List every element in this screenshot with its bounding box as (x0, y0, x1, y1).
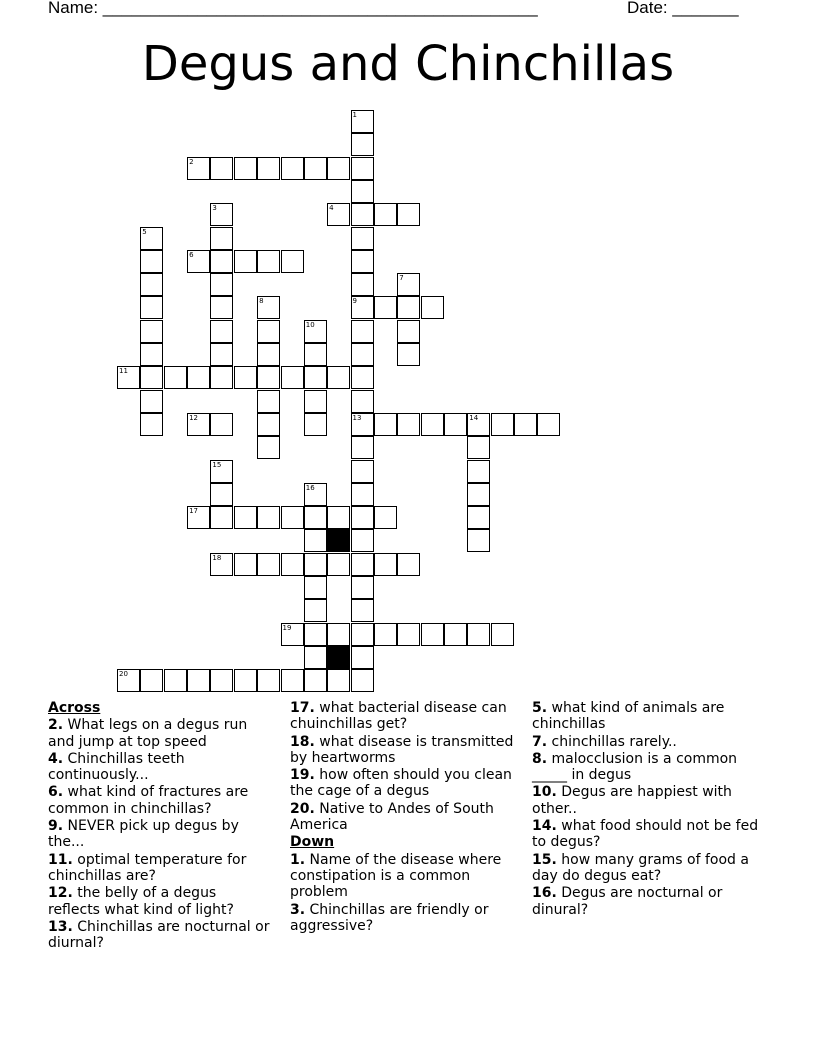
crossword-block (327, 646, 350, 669)
crossword-cell[interactable] (257, 366, 280, 389)
crossword-cell[interactable] (397, 296, 420, 319)
crossword-cell[interactable] (397, 413, 420, 436)
crossword-cell[interactable] (374, 506, 397, 529)
clue-text: Chinchillas are friendly or aggressive? (290, 901, 489, 934)
name-field-label: Name: ______________________________________________ (48, 0, 538, 17)
down-clue (532, 818, 768, 851)
crossword-cell[interactable] (304, 553, 327, 576)
crossword-cell[interactable] (351, 320, 374, 343)
crossword-cell[interactable] (327, 623, 350, 646)
crossword-cell[interactable] (140, 366, 163, 389)
clue-text: how many grams of food a day do degus eat? (532, 851, 749, 884)
crossword-cell[interactable] (351, 110, 374, 133)
crossword-cell[interactable] (374, 413, 397, 436)
crossword-cell[interactable] (327, 506, 350, 529)
crossword-cell[interactable] (304, 366, 327, 389)
crossword-cell[interactable] (257, 390, 280, 413)
crossword-cell[interactable] (351, 506, 374, 529)
crossword-cell[interactable] (304, 390, 327, 413)
clue-number: 17 (189, 507, 199, 516)
crossword-cell[interactable] (187, 669, 210, 692)
crossword-cell[interactable] (210, 227, 233, 250)
down-clue (290, 902, 520, 935)
crossword-cell[interactable] (234, 250, 257, 273)
crossword-cell[interactable] (140, 296, 163, 319)
clue-number: 3 (212, 204, 217, 213)
crossword-cell[interactable] (351, 343, 374, 366)
crossword-cell[interactable] (281, 669, 304, 692)
clue-text: Chinchillas teeth continuously... (48, 750, 185, 784)
crossword-cell[interactable] (421, 413, 444, 436)
clue-number: 14 (469, 413, 479, 422)
crossword-cell[interactable] (467, 413, 490, 436)
crossword-cell[interactable] (281, 553, 304, 576)
crossword-cell[interactable] (351, 133, 374, 156)
crossword-cell[interactable] (210, 203, 233, 226)
crossword-cell[interactable] (351, 553, 374, 576)
crossword-cell[interactable] (327, 203, 350, 226)
clue-number: 12. (48, 885, 73, 902)
down-clue (532, 751, 768, 784)
crossword-cell[interactable] (257, 250, 280, 273)
crossword-block (327, 529, 350, 552)
clue-number: 11. (48, 851, 73, 868)
clue-number: 18. (290, 733, 315, 750)
crossword-cell[interactable] (351, 436, 374, 459)
crossword-cell[interactable] (351, 599, 374, 622)
across-clue (290, 734, 520, 767)
crossword-cell[interactable] (327, 553, 350, 576)
crossword-cell[interactable] (351, 273, 374, 296)
crossword-cell[interactable] (467, 436, 490, 459)
crossword-cell[interactable] (351, 623, 374, 646)
crossword-cell[interactable] (257, 436, 280, 459)
clue-number: 9. (48, 818, 64, 835)
clue-number: 5. (532, 700, 548, 716)
crossword-cell[interactable] (304, 646, 327, 669)
crossword-cell[interactable] (327, 669, 350, 692)
crossword-cell[interactable] (257, 296, 280, 319)
crossword-cell[interactable] (187, 413, 210, 436)
crossword-cell[interactable] (491, 623, 514, 646)
clue-number: 15 (212, 460, 222, 469)
clue-number: 16. (532, 885, 557, 902)
crossword-cell[interactable] (187, 157, 210, 180)
down-heading: Down (290, 834, 335, 851)
clue-number: 13 (352, 413, 362, 422)
crossword-cell[interactable] (257, 553, 280, 576)
crossword-cell[interactable] (467, 460, 490, 483)
crossword-cell[interactable] (351, 460, 374, 483)
crossword-cell[interactable] (397, 320, 420, 343)
clue-text: malocclusion is a common _____ in degus (532, 750, 738, 784)
clue-number: 8. (532, 750, 548, 767)
clue-number: 1 (352, 111, 357, 119)
crossword-cell[interactable] (234, 157, 257, 180)
clue-text: chinchillas rarely.. (547, 733, 677, 750)
across-clue (48, 852, 270, 885)
crossword-cell[interactable] (351, 250, 374, 273)
clue-text: What legs on a degus run and jump at top speed (48, 717, 248, 750)
crossword-cell[interactable] (351, 180, 374, 203)
clue-number: 10 (305, 320, 315, 329)
clue-text: what food should not be fed to degus? (532, 818, 759, 851)
crossword-cell[interactable] (304, 599, 327, 622)
clue-number: 10. (532, 784, 557, 801)
crossword-cell[interactable] (467, 483, 490, 506)
crossword-cell[interactable] (187, 366, 210, 389)
clue-number: 7. (532, 733, 548, 750)
clue-number: 9 (352, 297, 357, 306)
crossword-cell[interactable] (304, 529, 327, 552)
crossword-cell[interactable] (351, 483, 374, 506)
crossword-cell[interactable] (281, 157, 304, 180)
crossword-cell[interactable] (351, 296, 374, 319)
crossword-cell[interactable] (327, 366, 350, 389)
crossword-cell[interactable] (281, 506, 304, 529)
crossword-cell[interactable] (164, 669, 187, 692)
clue-text: what kind of fractures are common in chinchillas? (48, 784, 249, 817)
date-field-label: Date: _______ (627, 0, 739, 17)
crossword-cell[interactable] (304, 157, 327, 180)
crossword-cell[interactable] (234, 669, 257, 692)
clue-number: 3. (290, 901, 306, 918)
clue-number: 18 (212, 553, 222, 562)
down-clue (532, 700, 768, 733)
crossword-cell[interactable] (304, 623, 327, 646)
crossword-cell[interactable] (351, 669, 374, 692)
crossword-cell[interactable] (421, 296, 444, 319)
page-title: Degus and Chinchillas (141, 36, 675, 92)
across-clue (290, 801, 520, 834)
clue-number: 20. (290, 800, 315, 817)
crossword-cell[interactable] (257, 320, 280, 343)
crossword-cell[interactable] (444, 413, 467, 436)
clue-number: 4. (48, 750, 64, 767)
crossword-cell[interactable] (304, 413, 327, 436)
crossword-cell[interactable] (210, 273, 233, 296)
down-clue (532, 852, 768, 885)
crossword-cell[interactable] (351, 646, 374, 669)
down-clue (290, 852, 520, 901)
clue-number: 20 (119, 670, 128, 679)
crossword-cell[interactable] (234, 553, 257, 576)
crossword-cell[interactable] (140, 343, 163, 366)
clue-number: 15. (532, 851, 557, 868)
crossword-cell[interactable] (140, 227, 163, 250)
crossword-cell[interactable] (421, 623, 444, 646)
crossword-cell[interactable] (304, 506, 327, 529)
across-clue (290, 767, 520, 800)
crossword-cell[interactable] (210, 366, 233, 389)
crossword-cell[interactable] (117, 366, 140, 389)
down-clue (532, 784, 768, 817)
crossword-cell[interactable] (257, 343, 280, 366)
crossword-cell[interactable] (210, 460, 233, 483)
crossword-cell[interactable] (117, 669, 140, 692)
clue-number: 5 (142, 227, 147, 236)
crossword-cell[interactable] (444, 623, 467, 646)
crossword-cell[interactable] (304, 669, 327, 692)
crossword-cell[interactable] (351, 413, 374, 436)
crossword-cell[interactable] (467, 529, 490, 552)
crossword-cell[interactable] (210, 343, 233, 366)
crossword-cell[interactable] (187, 250, 210, 273)
clue-number: 6 (189, 250, 194, 259)
crossword-cell[interactable] (234, 366, 257, 389)
clue-number: 14. (532, 818, 557, 835)
crossword-cell[interactable] (304, 483, 327, 506)
clue-text: Degus are nocturnal or dinural? (532, 885, 723, 918)
clue-text: the belly of a degus reflects what kind of light? (48, 885, 234, 918)
across-heading: Across (48, 700, 101, 716)
crossword-cell[interactable] (281, 366, 304, 389)
crossword-cell[interactable] (164, 366, 187, 389)
across-clue (48, 885, 270, 918)
crossword-cell[interactable] (467, 506, 490, 529)
crossword-cell[interactable] (304, 343, 327, 366)
across-clue (48, 751, 270, 784)
clue-text: Degus are happiest with other.. (532, 784, 732, 817)
clue-number: 2 (189, 157, 194, 166)
crossword-cell[interactable] (210, 553, 233, 576)
crossword-cell[interactable] (304, 576, 327, 599)
crossword-cell[interactable] (234, 506, 257, 529)
crossword-cell[interactable] (327, 157, 350, 180)
crossword-cell[interactable] (304, 320, 327, 343)
clue-number: 4 (329, 204, 334, 213)
crossword-cell[interactable] (210, 483, 233, 506)
across-clue (290, 700, 520, 733)
crossword-cell[interactable] (351, 576, 374, 599)
crossword-cell[interactable] (351, 227, 374, 250)
crossword-cell[interactable] (257, 506, 280, 529)
crossword-cell[interactable] (397, 343, 420, 366)
crossword-cell[interactable] (210, 296, 233, 319)
crossword-cell[interactable] (537, 413, 560, 436)
clue-text: Name of the disease where constipation is a common problem (290, 851, 502, 901)
clue-text: what bacterial disease can chuinchillas get? (290, 700, 507, 733)
crossword-cell[interactable] (210, 669, 233, 692)
clue-number: 6. (48, 784, 64, 801)
clue-text: what disease is transmitted by heartworms (290, 733, 514, 766)
crossword-cell[interactable] (210, 320, 233, 343)
clue-text: how often should you clean the cage of a degus (290, 767, 512, 800)
crossword-cell[interactable] (374, 553, 397, 576)
crossword-cell[interactable] (140, 320, 163, 343)
crossword-cell[interactable] (397, 203, 420, 226)
crossword-cell[interactable] (257, 669, 280, 692)
crossword-cell[interactable] (491, 413, 514, 436)
crossword-cell[interactable] (351, 390, 374, 413)
crossword-cell[interactable] (281, 250, 304, 273)
clues-column-2 (290, 700, 520, 935)
crossword-cell[interactable] (374, 623, 397, 646)
clue-number: 7 (399, 274, 404, 283)
crossword-cell[interactable] (210, 250, 233, 273)
across-clue (48, 717, 270, 750)
crossword-cell[interactable] (351, 203, 374, 226)
crossword-cell[interactable] (210, 157, 233, 180)
clue-number: 2. (48, 717, 64, 734)
clue-number: 19 (282, 623, 292, 632)
down-clue (532, 734, 768, 750)
crossword-cell[interactable] (351, 366, 374, 389)
clue-number: 19. (290, 767, 315, 784)
crossword-cell[interactable] (351, 157, 374, 180)
crossword-cell[interactable] (140, 390, 163, 413)
clue-text: what kind of animals are chinchillas (532, 700, 725, 733)
crossword-cell[interactable] (281, 623, 304, 646)
clue-number: 16 (305, 483, 315, 492)
across-clue (48, 784, 270, 817)
clues-column-1 (48, 700, 270, 952)
crossword-cell[interactable] (140, 250, 163, 273)
clue-number: 11 (119, 367, 128, 376)
crossword-cell[interactable] (397, 553, 420, 576)
clue-text: NEVER pick up degus by the... (48, 818, 239, 851)
crossword-cell[interactable] (514, 413, 537, 436)
clues-column-3 (532, 700, 768, 919)
clue-number: 13. (48, 918, 73, 935)
crossword-cell[interactable] (351, 529, 374, 552)
crossword-cell[interactable] (397, 623, 420, 646)
crossword-cell[interactable] (140, 273, 163, 296)
crossword-cell[interactable] (187, 506, 210, 529)
clue-number: 8 (259, 297, 264, 306)
crossword-cell[interactable] (210, 506, 233, 529)
crossword-cell[interactable] (374, 296, 397, 319)
clue-number: 12 (189, 413, 199, 422)
across-clue (48, 818, 270, 851)
crossword-cell[interactable] (140, 413, 163, 436)
clue-text: optimal temperature for chinchillas are? (48, 851, 247, 884)
across-clue (48, 919, 270, 952)
crossword-cell[interactable] (467, 623, 490, 646)
down-clue (532, 885, 768, 918)
clue-number: 1. (290, 851, 306, 868)
crossword-cell[interactable] (374, 203, 397, 226)
crossword-cell[interactable] (210, 413, 233, 436)
crossword-cell[interactable] (140, 669, 163, 692)
crossword-cell[interactable] (257, 413, 280, 436)
clue-number: 17. (290, 700, 315, 716)
crossword-cell[interactable] (257, 157, 280, 180)
clue-text: Native to Andes of South America (290, 800, 494, 834)
clue-text: Chinchillas are nocturnal or diurnal? (48, 918, 270, 952)
crossword-cell[interactable] (397, 273, 420, 296)
